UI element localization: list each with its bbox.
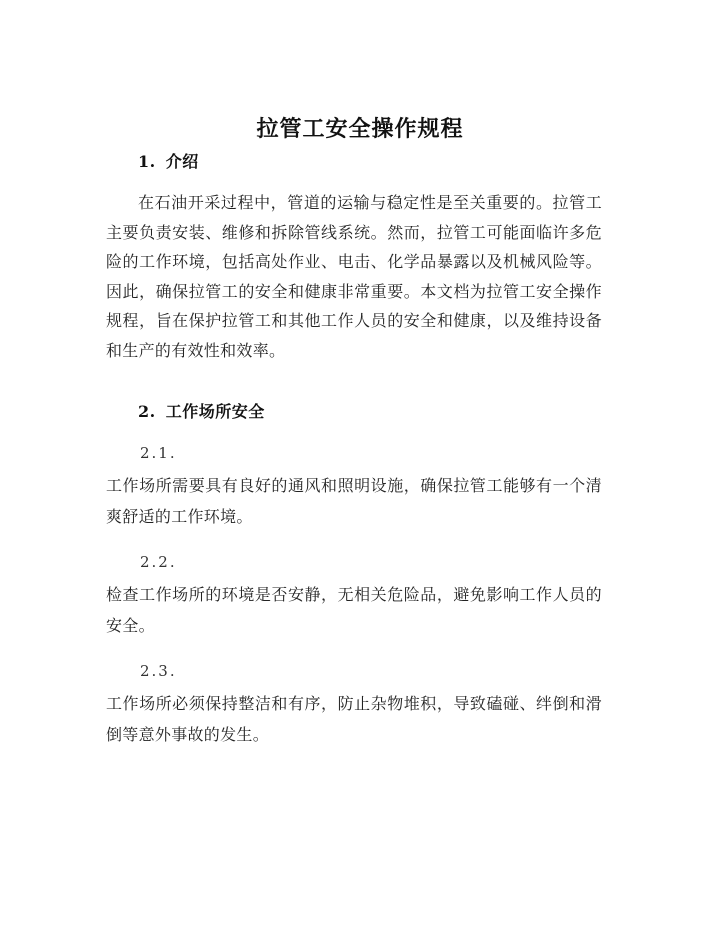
section-1-title: 介绍: [165, 152, 199, 171]
section-1-heading: [138, 149, 199, 172]
subsection-2-1-text: 工作场所需要具有良好的通风和照明设施，确保拉管工能够有一个清爽舒适的工作环境。: [106, 476, 602, 526]
subsection-2-2-number: 2.2.: [140, 553, 177, 571]
section-1-number: 1.: [138, 152, 156, 171]
subsection-2-2-text: 检查工作场所的环境是否安静，无相关危险品，避免影响工作人员的安全。: [106, 585, 602, 635]
subsection-2-3-text: 工作场所必须保持整洁和有序，防止杂物堆积，导致磕碰、绊倒和滑倒等意外事故的发生。: [106, 694, 602, 744]
section-2-heading: [138, 399, 265, 422]
section-2-title: 工作场所安全: [165, 402, 265, 421]
section-2-number: 2.: [138, 402, 156, 421]
document-title: 拉管工安全操作规程: [256, 116, 464, 142]
section-1-paragraph: 在石油开采过程中，管道的运输与稳定性是至关重要的。拉管工主要负责安装、维修和拆除管线系统。然而，拉管工可能面临许多危险的工作环境，包括高处作业、电击、化学品暴露以及机械风险等。因此，确保拉管工的安全和健康非常重要。本文档为拉管工安全操作规程，旨在保护拉管工和其他工作人员的安全和健康，以及维持设备和生产的有效性和效率。: [106, 193, 602, 360]
subsection-2-1-number: 2.1.: [140, 444, 177, 462]
subsection-2-3-number: 2.3.: [140, 662, 177, 680]
